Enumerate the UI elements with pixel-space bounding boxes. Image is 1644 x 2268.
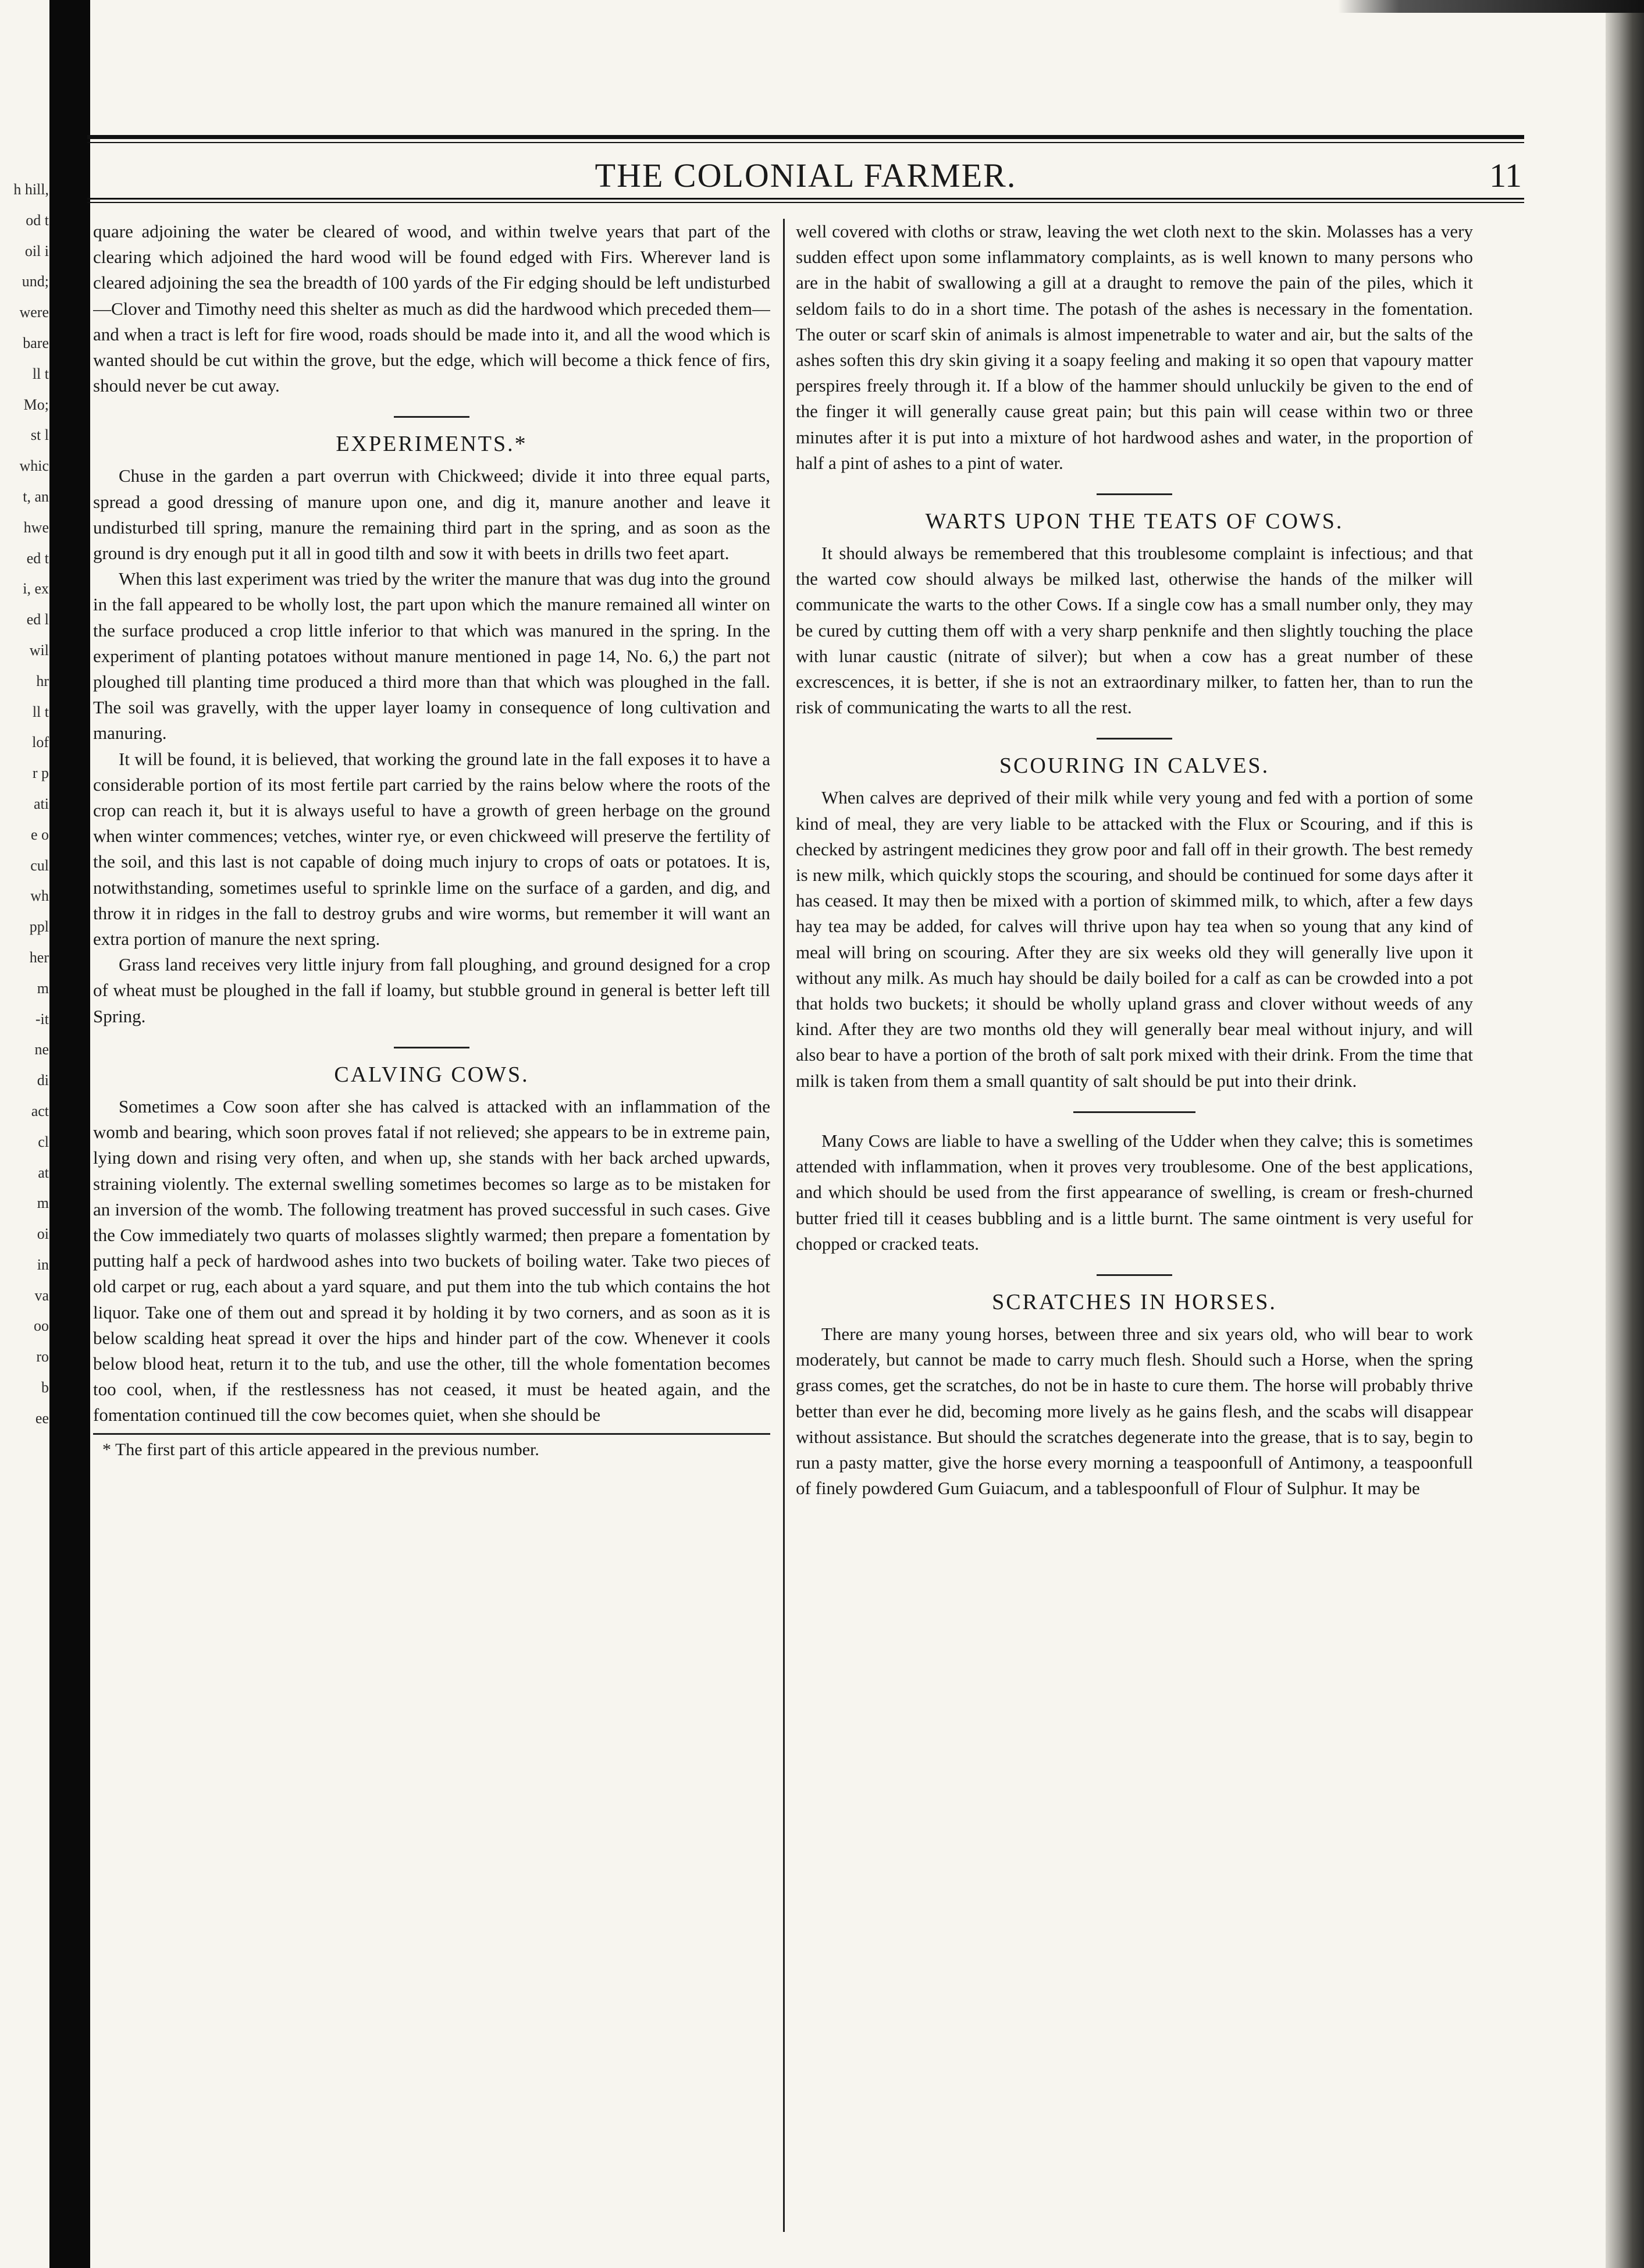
intro-paragraph: quare adjoining the water be cleared of wood, and within twelve years that part of the clearing which adjoined the hard wood will be found edged with Firs. Wherever land is cleared adjoining the sea the breadth of 100 yards of the Fir edging should be left undisturbed—Clover and Timothy need this shelter as much as did the hardwood which preceded them—and when a tract is left for fire wood, roads should be made into it, and all the wood which is wanted should be cut within the grove, but the edge, which will become a thick fence of firs, should never be cut away. [93,221,770,396]
facing-page-fragment: und; [22,273,49,290]
udder-paragraph: Many Cows are liable to have a swelling of the Udder when they calve; this is sometimes attended with inflammation, when it proves very troublesome. One of the best applications, and which should be used from the first appearance of swelling, is cream or fresh-churned butter fried till it ceases bubbling and is a little burnt. The same ointment is very useful for chopped or cracked teats. [796,1130,1473,1254]
right-column [796,219,1473,2214]
experiments-paragraph: When this last experiment was tried by the writer the manure that was dug into the ground in the fall appeared to be wholly lost, the part upon which the manure remained all winter on the surface produced a crop little inferior to that which was manured in the spring. In the experiment of planting potatoes without manure mentioned in page 14, No. 6,) the part not ploughed till planting time produced a third more than that which was ploughed in the fall. The soil was gravelly, with the upper layer loamy in consequence of long cultivation and manuring. [93,568,770,744]
section-rule [394,416,469,418]
left-column [93,219,770,2214]
page-number: 11 [1489,157,1522,194]
facing-page-fragment: wil [29,641,49,659]
section-rule [1097,1274,1172,1276]
calving-paragraph: Sometimes a Cow soon after she has calved is attacked with an inflammation of the womb and bearing, which soon proves fatal if not relieved; she appears to be in extreme pain, lying down and rising very often, and when up, she stands with her back arched upwards, straining violently. The external swelling sometimes becomes so large as to be mistaken for an inversion of the womb. The following treatment has proved successful in such cases. Give the Cow immediately two quarts of molasses slightly warmed; then prepare a fomentation by putting half a peck of hardwood ashes into two buckets of boiling water. Take two pieces of old carpet or rug, each about a yard square, and put them into the tub which contains the hot liquor. Take one of them out and spread it by holding it by two corners, and as soon as it is below scalding heat spread it over the hips and hinder part of the cow. Whenever it cools below blood heat, return it to the tub, and use the other, till the whole fomentation becomes too cool, when, if the restlessness has not ceased, it must be heated again, and the fomentation continued till the cow becomes quiet, when she should be [93,1096,770,1426]
facing-page-fragment: oo [34,1317,49,1335]
facing-page-fragment: ed l [26,611,49,628]
header-bottom-rule-thin [87,202,1524,203]
facing-page-fragment: hwe [23,518,49,536]
scouring-heading: SCOURING IN CALVES. [999,753,1270,778]
section-rule [1097,493,1172,495]
facing-page-fragment: act [31,1102,49,1119]
header-rule-thick [87,135,1524,139]
facing-page-fragment: ro [36,1348,49,1366]
facing-page-fragment: h hill, [13,181,49,198]
facing-page-fragment: od t [26,211,49,229]
scratches-paragraph: There are many young horses, between three and six years old, who will bear to work moderately, but cannot be made to carry much flesh. Should such a Horse, when the spring grass comes, get the scratches, do not be in haste to cure them. The horse will probably thrive better than ever he did, becoming more lively as he gains flesh, and the scabs will disappear without assistance. But should the scratches degenerate into the grease, that is to say, begin to run a pasty matter, give the horse every morning a teaspoonfull of Antimony, a teaspoonfull of finely powdered Gum Guiacum, and a tablespoonfull of Flour of Sulphur. It may be [796,1323,1473,1499]
facing-page-fragment: oil i [24,242,49,259]
header-rule-thin [87,142,1524,143]
facing-page-fragment: ati [34,795,49,812]
facing-page-fragment: t, an [23,488,49,505]
section-rule [1073,1111,1195,1113]
facing-page-fragment: lof [32,734,49,751]
facing-page-fragment: st l [30,426,49,444]
newspaper-title: THE COLONIAL FARMER. [595,157,1017,194]
facing-page-fragment: wh [30,887,49,905]
facing-page-fragment: m [37,979,49,997]
footnote: * The first part of this article appeared in the previous number. [93,1433,770,1462]
facing-page-fragment: ll t [32,365,49,382]
facing-page-fragment: hr [36,672,49,689]
scouring-paragraph: When calves are deprived of their milk while very young and fed with a portion of some kind of meal, they are very liable to be attacked with the Flux or Scouring, and if this is checked by astringent medicines they grow poor and fall off in their growth. The best remedy is new milk, which quickly stops the scouring, and should be continued for some days after it has ceased. It may then be mixed with a portion of skimmed milk, to which, after a few days hay tea may be added, for calves will thrive upon hay tea when so young that any kind of meal will bring on scouring. After they are six weeks old they will generally live upon it without any milk. As much hay should be daily boiled for a calf as can be crowded into a pot that holds two buckets; it should be wholly upland grass and clover without weeds of any kind. After they are two months old they will generally bear meal without injury, and will also bear to have a portion of the broth of salt pork mixed with their drink. From the time that milk is taken from them a small quantity of salt should be put into their drink. [796,787,1473,1091]
header-bottom-rule [87,198,1524,200]
facing-page-fragment: at [38,1164,49,1181]
warts-paragraph: It should always be remembered that this troublesome complaint is infectious; and that the warted cow should always be milked last, otherwise the hands of the milker will communicate the warts to the other Cows. If a single cow has a small number only, they may be cured by cutting them off with a very sharp penknife and then slightly touching the place with lunar caustic (nitrate of silver); but when a cow has a great number of these excrescences, it is better, if she is not an extraordinary milker, to fatten her, than to run the risk of communicating the warts to all the rest. [796,543,1473,718]
continued-paragraph: well covered with cloths or straw, leaving the wet cloth next to the skin. Molasses has a very sudden effect upon some inflammatory complaints, as is well known to many persons who are in the habit of swallowing a gill at a draught to remove the pain of the piles, which it seldom fails to do in a short time. The potash of the ashes is necessary in the fomentation. The outer or scarf skin of animals is almost impenetrable to water and air, but the salts of the ashes soften this dry skin giving it a soapy feeling and making it so open that vapoury matter perspires freely through it. If a blow of the hammer should unluckily be given to the end of the finger it will generally cause great pain; but this pain will cease within two or three minutes after it is put into a mixture of hot hardwood ashes and water, in the proportion of half a pint of ashes to a pint of water. [796,221,1473,473]
facing-page-fragment: -it [35,1010,49,1028]
facing-page-fragment: her [29,948,49,966]
page-binding-shadow [49,0,90,2268]
facing-page-fragment: were [19,304,49,321]
facing-page-fragment: m [37,1195,49,1212]
section-rule [1097,738,1172,740]
facing-page-fragment: di [37,1072,49,1089]
facing-page-fragment: ll t [32,703,49,720]
facing-page-fragment: oi [37,1225,49,1243]
facing-page-fragment: cul [30,856,49,874]
facing-page-fragment: ee [35,1409,49,1427]
scratches-heading: SCRATCHES IN HORSES. [992,1289,1277,1314]
page-header [87,150,1524,197]
facing-page-fragment: in [37,1256,49,1273]
facing-page-fragment: r p [32,765,49,782]
experiments-paragraph: Chuse in the garden a part overrun with Chickweed; divide it into three equal parts, spread a good dressing of manure upon one, and dig it, manure another and leave it undisturbed till spring, manure the remaining third part in the spring, and as soon as the ground is dry enough put it all in good tilth and sow it with beets in drills two feet apart. [93,465,770,564]
calving-heading: CALVING COWS. [334,1062,529,1087]
facing-page-fragment: i, ex [23,580,49,598]
facing-page-fragment: ne [34,1041,49,1058]
page-edge-shadow [1606,0,1644,2268]
facing-page-fragment: bare [23,334,49,351]
facing-page-fragment: whic [19,457,49,475]
facing-page-fragments [0,175,49,1746]
top-edge-marks [1338,0,1644,13]
experiments-paragraph: Grass land receives very little injury from fall ploughing, and ground designed for a crop of wheat must be ploughed in the fall if loamy, but stubble ground in general is better left till Spring. [93,954,770,1026]
facing-page-fragment: Mo; [23,396,49,413]
warts-heading: WARTS UPON THE TEATS OF COWS. [925,509,1344,534]
facing-page-fragment: va [34,1286,49,1304]
experiments-paragraph: It will be found, it is believed, that working the ground late in the fall exposes it to have a considerable portion of its most fertile part carried by the rains below where the roots of the crop can reach it, but it is always useful to have a growth of green herbage on the ground when winter commences; vetches, winter rye, or even chickweed will preserve the fertility of the soil, and this last is not capable of doing much injury to crops of oats or potatoes. It is, notwithstanding, sometimes useful to sprinkle lime on the surface of a garden, and dig, and throw it in ridges in the fall to destroy grubs and wire worms, but remember it will want an extra portion of manure the next spring. [93,748,770,950]
experiments-heading: EXPERIMENTS.* [336,432,528,457]
facing-page-fragment: b [41,1379,49,1396]
section-rule [394,1047,469,1048]
column-divider [783,219,785,2232]
facing-page-fragment: e o [30,826,49,843]
facing-page-fragment: ed t [26,549,49,567]
facing-page-fragment: ppl [29,918,49,936]
facing-page-fragment: cl [38,1133,49,1150]
